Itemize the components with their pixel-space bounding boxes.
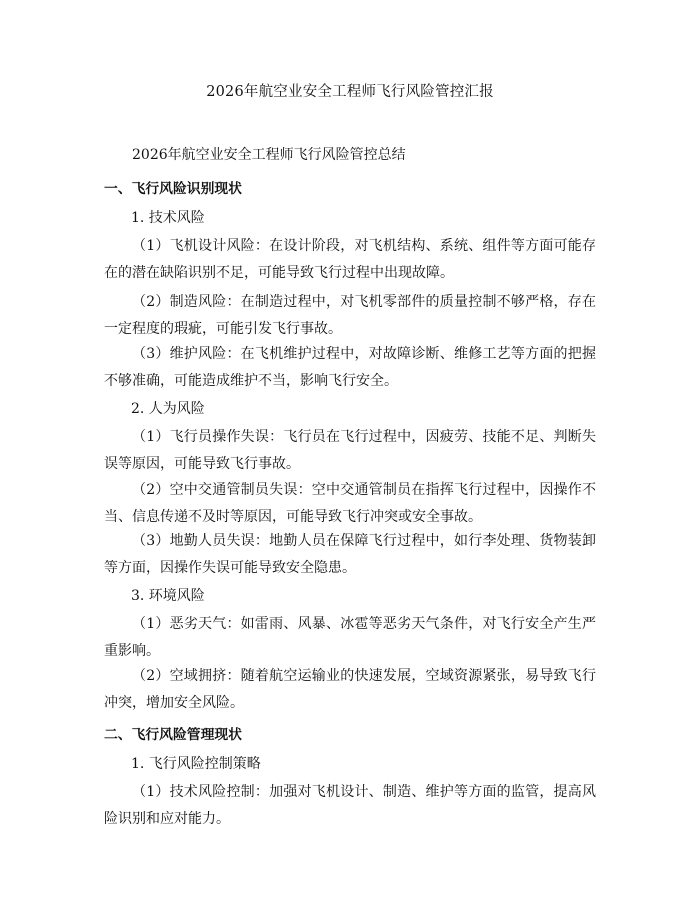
section-heading: 一、飞行风险识别现状 [104, 181, 242, 197]
paragraph: （1）恶劣天气：如雷雨、风暴、冰雹等恶劣天气条件，对飞行安全产生严重影响。 [104, 616, 596, 659]
document-subtitle: 2026年航空业安全工程师飞行风险管控总结 [132, 147, 406, 163]
subsection-heading: 1. 飞行风险控制策略 [131, 756, 261, 772]
paragraph: （1）飞机设计风险：在设计阶段，对飞机结构、系统、组件等方面可能存在的潜在缺陷识别不足，可能导致飞行过程中出现故障。 [104, 238, 596, 281]
paragraph: （3）维护风险：在飞机维护过程中，对故障诊断、维修工艺等方面的把握不够准确，可能造成维护不当，影响飞行安全。 [104, 346, 596, 389]
subsection-heading: 3. 环境风险 [131, 588, 205, 604]
paragraph: （3）地勤人员失误：地勤人员在保障飞行过程中，如行李处理、货物装卸等方面，因操作失误可能导致安全隐患。 [104, 533, 596, 576]
paragraph: （1）飞行员操作失误：飞行员在飞行过程中，因疲劳、技能不足、判断失误等原因，可能导致飞行事故。 [104, 429, 596, 472]
document-title: 2026年航空业安全工程师飞行风险管控汇报 [206, 84, 494, 100]
paragraph: （2）制造风险：在制造过程中，对飞机零部件的质量控制不够严格，存在一定程度的瑕疵，可能引发飞行事故。 [104, 294, 596, 337]
section-heading: 二、飞行风险管理现状 [104, 727, 242, 743]
subsection-heading: 2. 人为风险 [131, 401, 205, 417]
paragraph: （1）技术风险控制：加强对飞机设计、制造、维护等方面的监管，提高风险识别和应对能力。 [104, 784, 596, 827]
paragraph: （2）空中交通管制员失误：空中交通管制员在指挥飞行过程中，因操作不当、信息传递不及时等原因，可能导致飞行冲突或安全事故。 [104, 482, 596, 525]
paragraph: （2）空域拥挤：随着航空运输业的快速发展，空域资源紧张，易导致飞行冲突，增加安全风险。 [104, 668, 596, 711]
subsection-heading: 1. 技术风险 [131, 210, 205, 226]
